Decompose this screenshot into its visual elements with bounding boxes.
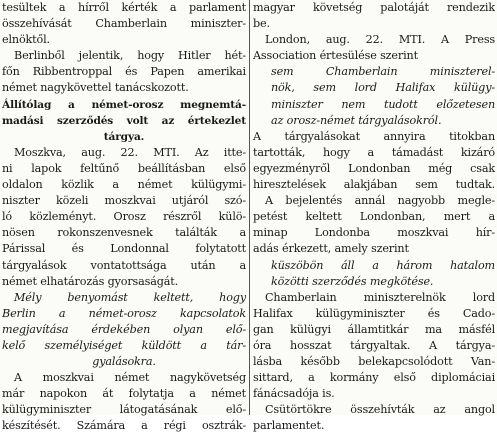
text-line: elnöktől. [2, 33, 50, 47]
text-line: Csütörtökre összehívták az angol [265, 403, 495, 417]
headline-line: madási szerződés volt az értekezlet [2, 114, 246, 127]
text-line: Moszkva, aug. 22. MTI. Az itte- [14, 145, 246, 159]
text-line: Mély benyomást keltett, hogy [14, 290, 246, 304]
text-line: A tárgyalásokat annyira titokban [253, 129, 495, 143]
text-line: nök, sem lord Halifax külügy- [271, 81, 495, 95]
text-line: tárgyalások vontatottsága után a [2, 258, 246, 272]
text-line: A bejelentés annál nagyobb megle- [265, 194, 495, 208]
text-line: már napokon át folytatja a német [2, 387, 246, 401]
headline-line: tárgya. [103, 130, 145, 143]
text-line: német elhatározás gyorsaságát. [2, 274, 179, 288]
text-line: ló közleményt. Orosz részről külö- [2, 210, 246, 224]
text-line: német nagykövettel tanácskozott. [2, 81, 189, 95]
right-column [253, 0, 495, 435]
text-line: minap Londonba moszkvai hír- [253, 226, 495, 240]
text-line: gan külügyi államtitkár ma másfél [253, 322, 495, 336]
paragraph-moscow-report [2, 145, 246, 290]
paragraph-deep-impression [2, 290, 246, 370]
text-line: fánácsadója is. [253, 387, 335, 401]
paragraph-parliament-convened [253, 402, 495, 434]
text-line: magyar követség palotáját rendezik [253, 1, 495, 14]
text-line: összehívását Chamberlain miniszter- [2, 17, 246, 31]
paragraph-berlin-report [2, 48, 246, 96]
paragraph-embassy-preparation [2, 370, 246, 434]
text-line: gyalásokra. [92, 355, 156, 369]
text-line: petést keltett Londonban, mert a [253, 210, 495, 224]
text-line: hiresztelések alakjában sem tudtak. [253, 178, 495, 192]
text-line: külügyminiszter látogatásának elő- [2, 403, 246, 417]
text-line: tesültek a hírről kérték a parlament [2, 1, 246, 14]
text-line: az orosz-német tárgyalásokról. [271, 113, 442, 127]
text-line: niszter közeli moszkvai utjáról szó- [2, 194, 246, 208]
left-column [2, 0, 246, 435]
text-line: tartották, hogy a támadást kizáró [253, 145, 495, 159]
paragraph-chamberlain-talks [253, 290, 495, 403]
text-line: közötti szerződés megkötése. [271, 274, 434, 288]
text-line: kelő személyiséget küldött a tár- [2, 338, 246, 352]
text-line: oldalon közlik a német külügymi- [2, 178, 246, 192]
text-line: egyezményről Londonban még csak [253, 161, 495, 175]
text-line: adás érkezett, amely szerint [253, 242, 409, 256]
paragraph-london-report [253, 32, 495, 129]
text-line: parlamentet. [253, 419, 325, 433]
paragraph-embassy-palace [253, 0, 495, 32]
text-line: be. [253, 17, 270, 31]
paragraph-secret-negotiations [253, 129, 495, 290]
text-line: miniszter nem tudott előzetesen [271, 97, 495, 111]
text-line: küszöbön áll a három hatalom [271, 258, 495, 272]
headline-nonaggression-pact [2, 97, 246, 145]
text-line: Berlinből jelentik, hogy Hitler hét- [14, 49, 246, 63]
text-line: ni lapok feltűnő beállításban első [2, 161, 246, 175]
text-line: Halifax külügyminiszter és Cado- [253, 306, 495, 320]
text-line: főn Ribbentroppal és Papen amerikai [2, 65, 246, 79]
text-line: lásba később belekapcsolódott Van- [253, 355, 495, 369]
text-line: készítését. Számára a régi osztrák- [2, 419, 246, 433]
text-line: nösen rokonszenvesnek találták a [2, 226, 246, 240]
text-line: Berlin a német-orosz kapcsolatok [2, 306, 246, 320]
headline-line: Állítólag a német-orosz megnemtá- [2, 98, 246, 111]
column-divider [249, 0, 250, 415]
text-line: óra hosszat tárgyaltak. A tárgya- [253, 338, 495, 352]
text-line: sittard, a kormány első diplomáciai [253, 371, 495, 385]
text-line: sem Chamberlain miniszterel- [271, 65, 495, 79]
text-line: A moszkvai német nagykövetség [14, 371, 246, 385]
paragraph-parliament-request [2, 0, 246, 48]
text-line: London, aug. 22. MTI. A Press [265, 33, 495, 47]
text-line: Chamberlain miniszterelnök lord [265, 290, 495, 304]
text-line: megjavítása érdekében olyan elő- [2, 322, 246, 336]
text-line: Párissal és Londonnal folytatott [2, 242, 246, 256]
text-line: Association értesülése szerint [253, 49, 418, 63]
